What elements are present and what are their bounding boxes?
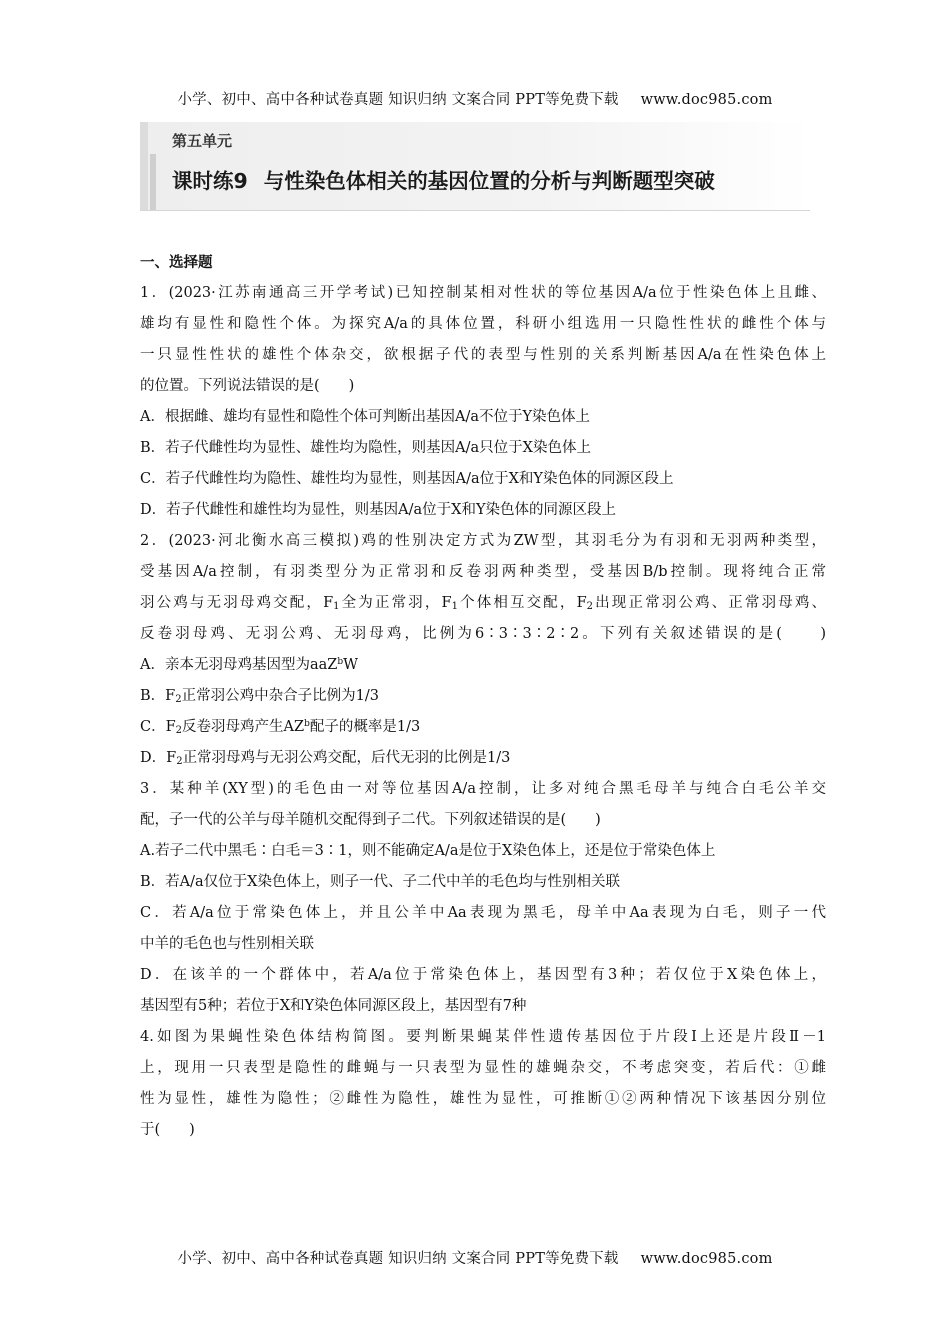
q1-option-b[interactable]: B．若子代雌性均为显性、雄性均为隐性，则基因A/a只位于X染色体上	[140, 440, 591, 456]
q1-stem-line: 的位置。下列说法错误的是( )	[140, 378, 355, 394]
q2-option-c[interactable]: C．$F_2$反卷羽母鸡产生$AZ^b$配子的概率是1/3	[140, 719, 421, 736]
lesson-topic: 与性染色体相关的基因位置的分析与判断题型突破	[263, 169, 715, 193]
banner-accent-bar	[140, 122, 148, 210]
footer-text: 小学、初中、高中各种试卷真题 知识归纳 文案合同 PPT等免费下载	[177, 1251, 619, 1267]
q3-option-a[interactable]: A.若子二代中黑毛∶白毛＝3∶1，则不能确定A/a是位于X染色体上，还是位于常染色体上	[140, 843, 716, 859]
q1-stem-line: 1．(2023·江苏南通高三开学考试)已知控制某相对性状的等位基因A/a位于性染色体上且雌、	[140, 285, 826, 301]
q2-stem-line: 2．(2023·河北衡水高三模拟)鸡的性别决定方式为ZW型，其羽毛分为有羽和无羽两种类型，	[140, 533, 826, 549]
banner-accent-bar-small	[150, 154, 156, 210]
q3-option-b[interactable]: B．若A/a仅位于X染色体上，则子一代、子二代中羊的毛色均与性别相关联	[140, 874, 620, 890]
unit-label: 第五单元	[172, 132, 233, 150]
q1-stem-line: 一只显性性状的雄性个体杂交，欲根据子代的表型与性别的关系判断基因A/a在性染色体上	[140, 347, 826, 363]
q3-option-c[interactable]: C．若A/a位于常染色体上，并且公羊中Aa表现为黑毛，母羊中Aa表现为白毛，则子一代	[140, 905, 826, 921]
question-4	[140, 1022, 826, 1146]
page-header	[0, 88, 950, 109]
q4-stem-line: 于( )	[140, 1122, 195, 1138]
q4-stem-line: 性为显性，雄性为隐性；②雌性为隐性，雄性为显性，可推断①②两种情况下该基因分别位	[140, 1091, 826, 1107]
header-site-link[interactable]: www.doc985.com	[640, 92, 773, 108]
banner-divider	[140, 210, 810, 211]
q2-option-d[interactable]: D．$F_2$正常羽母鸡与无羽公鸡交配，后代无羽的比例是1/3	[140, 750, 511, 767]
footer-site-link[interactable]: www.doc985.com	[640, 1251, 773, 1267]
unit-banner	[140, 122, 810, 210]
q3-option-c-cont[interactable]: 中羊的毛色也与性别相关联	[140, 936, 314, 952]
page-footer	[0, 1247, 950, 1268]
q2-stem-line: 羽公鸡与无羽母鸡交配，$F_1$全为正常羽，$F_1$个体相互交配，$F_2$出现正常羽公鸡、正常羽母鸡、	[140, 595, 827, 612]
q4-stem-line: 上，现用一只表型是隐性的雌蝇与一只表型为显性的雄蝇杂交，不考虑突变，若后代：①雌	[140, 1060, 826, 1076]
question-2	[140, 526, 826, 774]
q2-option-b[interactable]: B．$F_2$正常羽公鸡中杂合子比例为1/3	[140, 688, 379, 705]
q1-option-d[interactable]: D．若子代雌性和雄性均为显性，则基因A/a位于X和Y染色体的同源区段上	[140, 502, 617, 518]
q3-stem-line: 3．某种羊(XY型)的毛色由一对等位基因A/a控制，让多对纯合黑毛母羊与纯合白毛公羊交	[140, 781, 826, 797]
q2-stem-line: 反卷羽母鸡、无羽公鸡、无羽母鸡，比例为6∶3∶3∶2∶2。下列有关叙述错误的是( )	[140, 626, 826, 642]
header-text: 小学、初中、高中各种试卷真题 知识归纳 文案合同 PPT等免费下载	[177, 92, 619, 108]
q4-stem-line: 4.如图为果蝇性染色体结构简图。要判断果蝇某伴性遗传基因位于片段Ⅰ上还是片段Ⅱ－1	[140, 1029, 826, 1045]
q1-option-a[interactable]: A．根据雌、雄均有显性和隐性个体可判断出基因A/a不位于Y染色体上	[140, 409, 591, 425]
q1-stem-line: 雄均有显性和隐性个体。为探究A/a的具体位置，科研小组选用一只隐性性状的雌性个体与	[140, 316, 826, 332]
q3-stem-line: 配，子一代的公羊与母羊随机交配得到子二代。下列叙述错误的是( )	[140, 812, 601, 828]
q2-option-a[interactable]: A．亲本无羽母鸡基因型为aaZ$^b$W	[140, 657, 359, 673]
q3-option-d[interactable]: D．在该羊的一个群体中，若A/a位于常染色体上，基因型有3种；若仅位于X染色体上，	[140, 967, 826, 983]
lesson-number: 课时练9	[172, 169, 248, 193]
lesson-title	[172, 164, 715, 194]
q1-option-c[interactable]: C．若子代雌性均为隐性、雄性均为显性，则基因A/a位于X和Y染色体的同源区段上	[140, 471, 674, 487]
question-content	[140, 247, 826, 1146]
question-3	[140, 774, 826, 1022]
q2-stem-line: 受基因A/a控制，有羽类型分为正常羽和反卷羽两种类型，受基因B/b控制。现将纯合正常	[140, 564, 826, 580]
q3-option-d-cont[interactable]: 基因型有5种；若位于X和Y染色体同源区段上，基因型有7种	[140, 998, 527, 1014]
section-heading: 一、选择题	[140, 254, 213, 271]
question-1	[140, 278, 826, 526]
